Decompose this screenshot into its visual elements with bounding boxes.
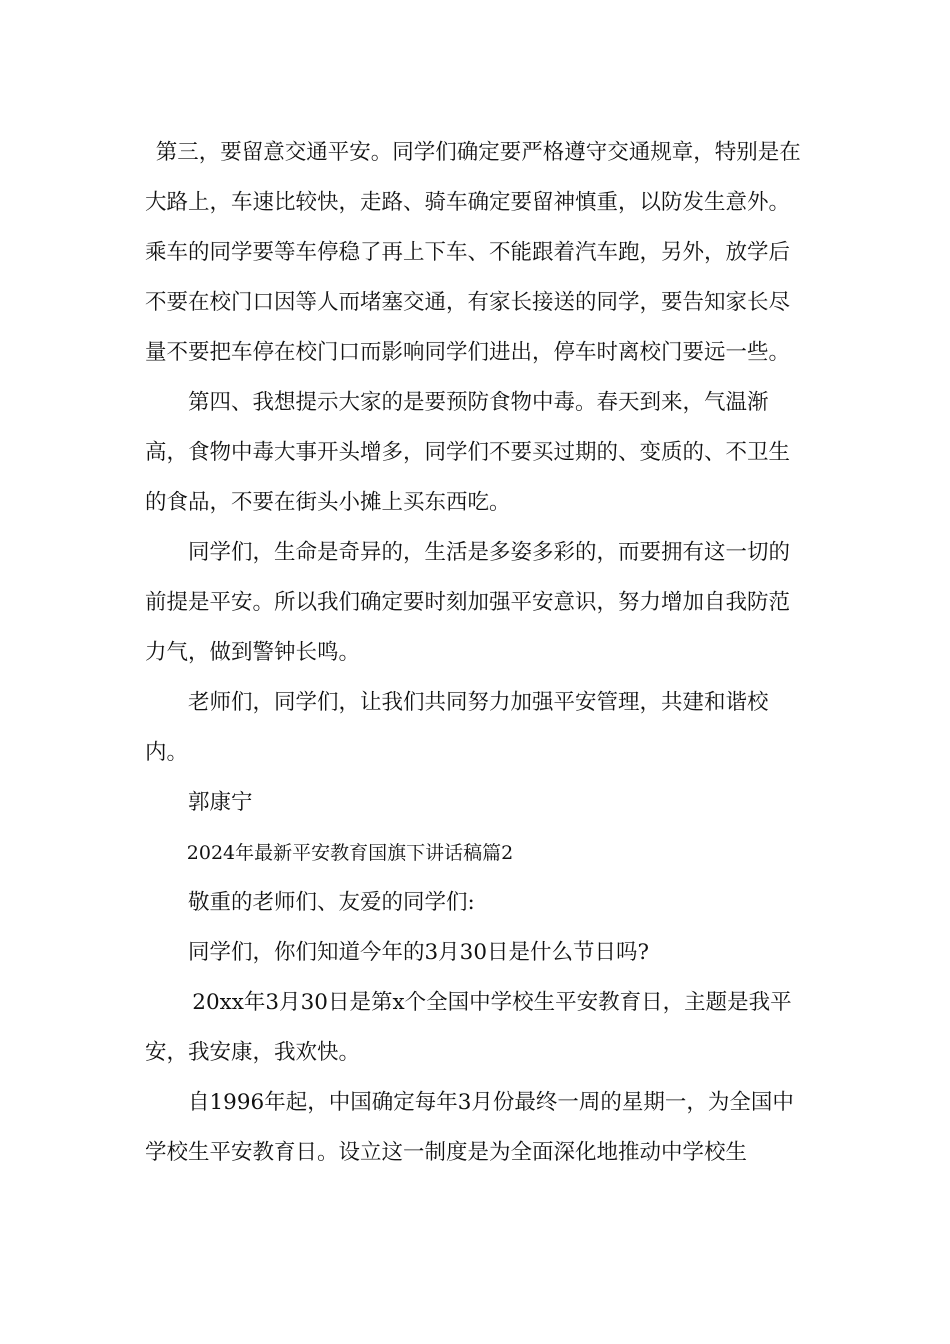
paragraph-life-safety: 同学们，生命是奇异的，生活是多姿多彩的，而要拥有这一切的前提是平安。所以我们确定要时刻加强平安意识，努力增加自我防范力气，做到警钟长鸣。 — [145, 540, 791, 665]
author-name: 郭康宁 — [188, 790, 253, 815]
paragraph-history: 自1996年起，中国确定每年3月份最终一周的星期一，为全国中学校生平安教育日。设立这一制度是为全面深化地推动中学校生 — [145, 1090, 794, 1165]
greeting: 敬重的老师们、友爱的同学们: — [188, 890, 475, 915]
paragraph-food-safety: 第四、我想提示大家的是要预防食物中毒。春天到来，气温渐高，食物中毒大事开头增多，同学们不要买过期的、变质的、不卫生的食品，不要在街头小摊上买东西吃。 — [145, 390, 791, 515]
paragraph-closing: 老师们，同学们，让我们共同努力加强平安管理，共建和谐校内。 — [145, 690, 769, 765]
paragraph-education-day: 20xx年3月30日是第x个全国中学校生平安教育日，主题是我平安，我安康，我欢快。 — [145, 990, 792, 1065]
paragraph-question: 同学们，你们知道今年的3月30日是什么节日吗? — [188, 940, 650, 965]
section-title: 2024年最新平安教育国旗下讲话稿篇2 — [186, 842, 514, 864]
document-body — [145, 128, 807, 1178]
paragraph-traffic-safety: 第三，要留意交通平安。同学们确定要严格遵守交通规章，特别是在大路上，车速比较快，走路、骑车确定要留神慎重，以防发生意外。乘车的同学要等车停稳了再上下车、不能跟着汽车跑，另外，放学后不要在校门口因等人而堵塞交通，有家长接送的同学，要告知家长尽量不要把车停在校门口而影响同学们进出，停车时离校门要远一些。 — [145, 140, 801, 365]
